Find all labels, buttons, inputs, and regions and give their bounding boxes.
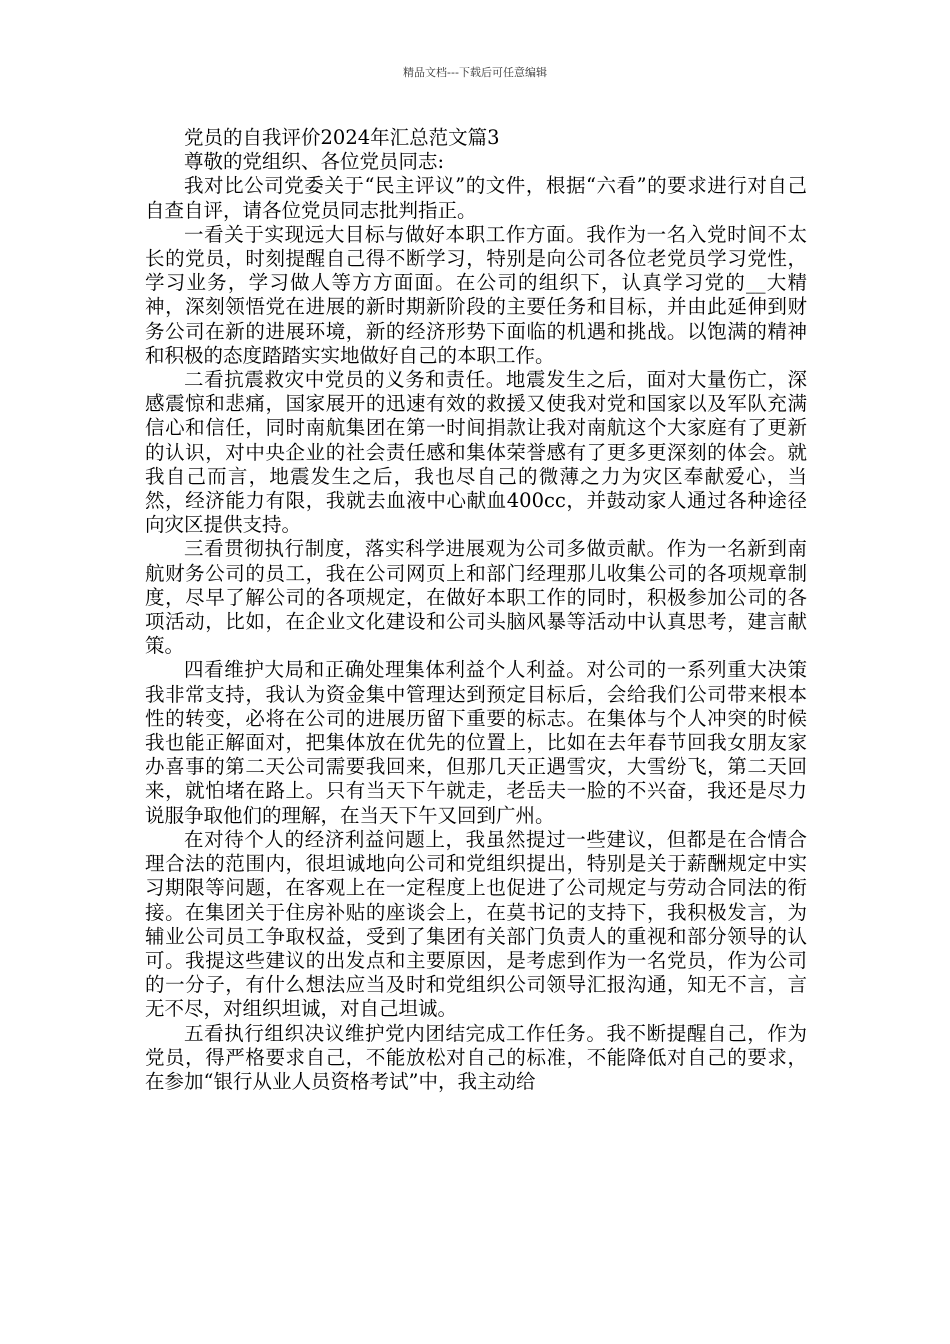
paragraph-2: 一看关于实现远大目标与做好本职工作方面。我作为一名入党时间不太长的党员，时刻提醒自己得不断学习，特别是向公司各位老党员学习党性，学习业务，学习做人等方方面面。在公司的组织下，认真学习党的__大精神，深刻领悟党在进展的新时期新阶段的主要任务和目标，并由此延伸到财务公司在新的进展环境，新的经济形势下面临的机遇和挑战。以饱满的精神和积极的态度踏踏实实地做好自己的本职工作。 [145, 222, 807, 367]
document-title: 党员的自我评价2024年汇总范文篇3 [184, 126, 500, 149]
paragraph-6: 在对待个人的经济利益问题上，我虽然提过一些建议，但都是在合情合理合法的范围内，很坦诚地向公司和党组织提出，特别是关于薪酬规定中实习期限等问题，在客观上在一定程度上也促进了公司规定与劳动合同法的衔接。在集团关于住房补贴的座谈会上，在莫书记的支持下，我积极发言，为辅业公司员工争取权益，受到了集团有关部门负责人的重视和部分领导的认可。我提这些建议的出发点和主要原因，是考虑到作为一名党员，作为公司的一分子，有什么想法应当及时和党组织公司领导汇报沟通，知无不言，言无不尽，对组织坦诚，对自己坦诚。 [145, 827, 807, 1021]
paragraph-4: 三看贯彻执行制度，落实科学进展观为公司多做贡献。作为一名新到南航财务公司的员工，我在公司网页上和部门经理那儿收集公司的各项规章制度，尽早了解公司的各项规定，在做好本职工作的同时，积极参加公司的各项活动，比如，在企业文化建设和公司头脑风暴等活动中认真思考，建言献策。 [145, 537, 807, 658]
page-header: 精品文档---下载后可任意编辑 [403, 66, 547, 79]
paragraph-5: 四看维护大局和正确处理集体利益个人利益。对公司的一系列重大决策我非常支持，我认为资金集中管理达到预定目标后，会给我们公司带来根本性的转变，必将在公司的进展历留下重要的标志。在集体与个人冲突的时候我也能正解面对，把集体放在优先的位置上，比如在去年春节回我女朋友家办喜事的第二天公司需要我回来，但那几天正遇雪灾，大雪纷飞，第二天回来，就怕堵在路上。只有当天下午就走，老岳夫一脸的不兴奋，我还是尽力说服争取他们的理解，在当天下午又回到广州。 [145, 658, 807, 827]
document-body [145, 126, 807, 1094]
salutation: 尊敬的党组织、各位党员同志: [184, 150, 445, 174]
paragraph-7: 五看执行组织决议维护党内团结完成工作任务。我不断提醒自己，作为党员，得严格要求自己，不能放松对自己的标准，不能降低对自己的要求，在参加“银行从业人员资格考试”中，我主动给 [145, 1021, 807, 1093]
paragraph-3: 二看抗震救灾中党员的义务和责任。地震发生之后，面对大量伤亡，深感震惊和悲痛，国家展开的迅速有效的救援又使我对党和国家以及军队充满信心和信任，同时南航集团在第一时间捐款让我对南航这个大家庭有了更新的认识，对中央企业的社会责任感和集体荣誉感有了更多更深刻的体会。就我自己而言，地震发生之后，我也尽自己的微薄之力为灾区奉献爱心，当然，经济能力有限，我就去血液中心献血400cc，并鼓动家人通过各种途径向灾区提供支持。 [145, 368, 807, 537]
paragraph-1: 我对比公司党委关于“民主评议”的文件，根据“六看”的要求进行对自己自查自评，请各位党员同志批判指正。 [145, 174, 807, 222]
